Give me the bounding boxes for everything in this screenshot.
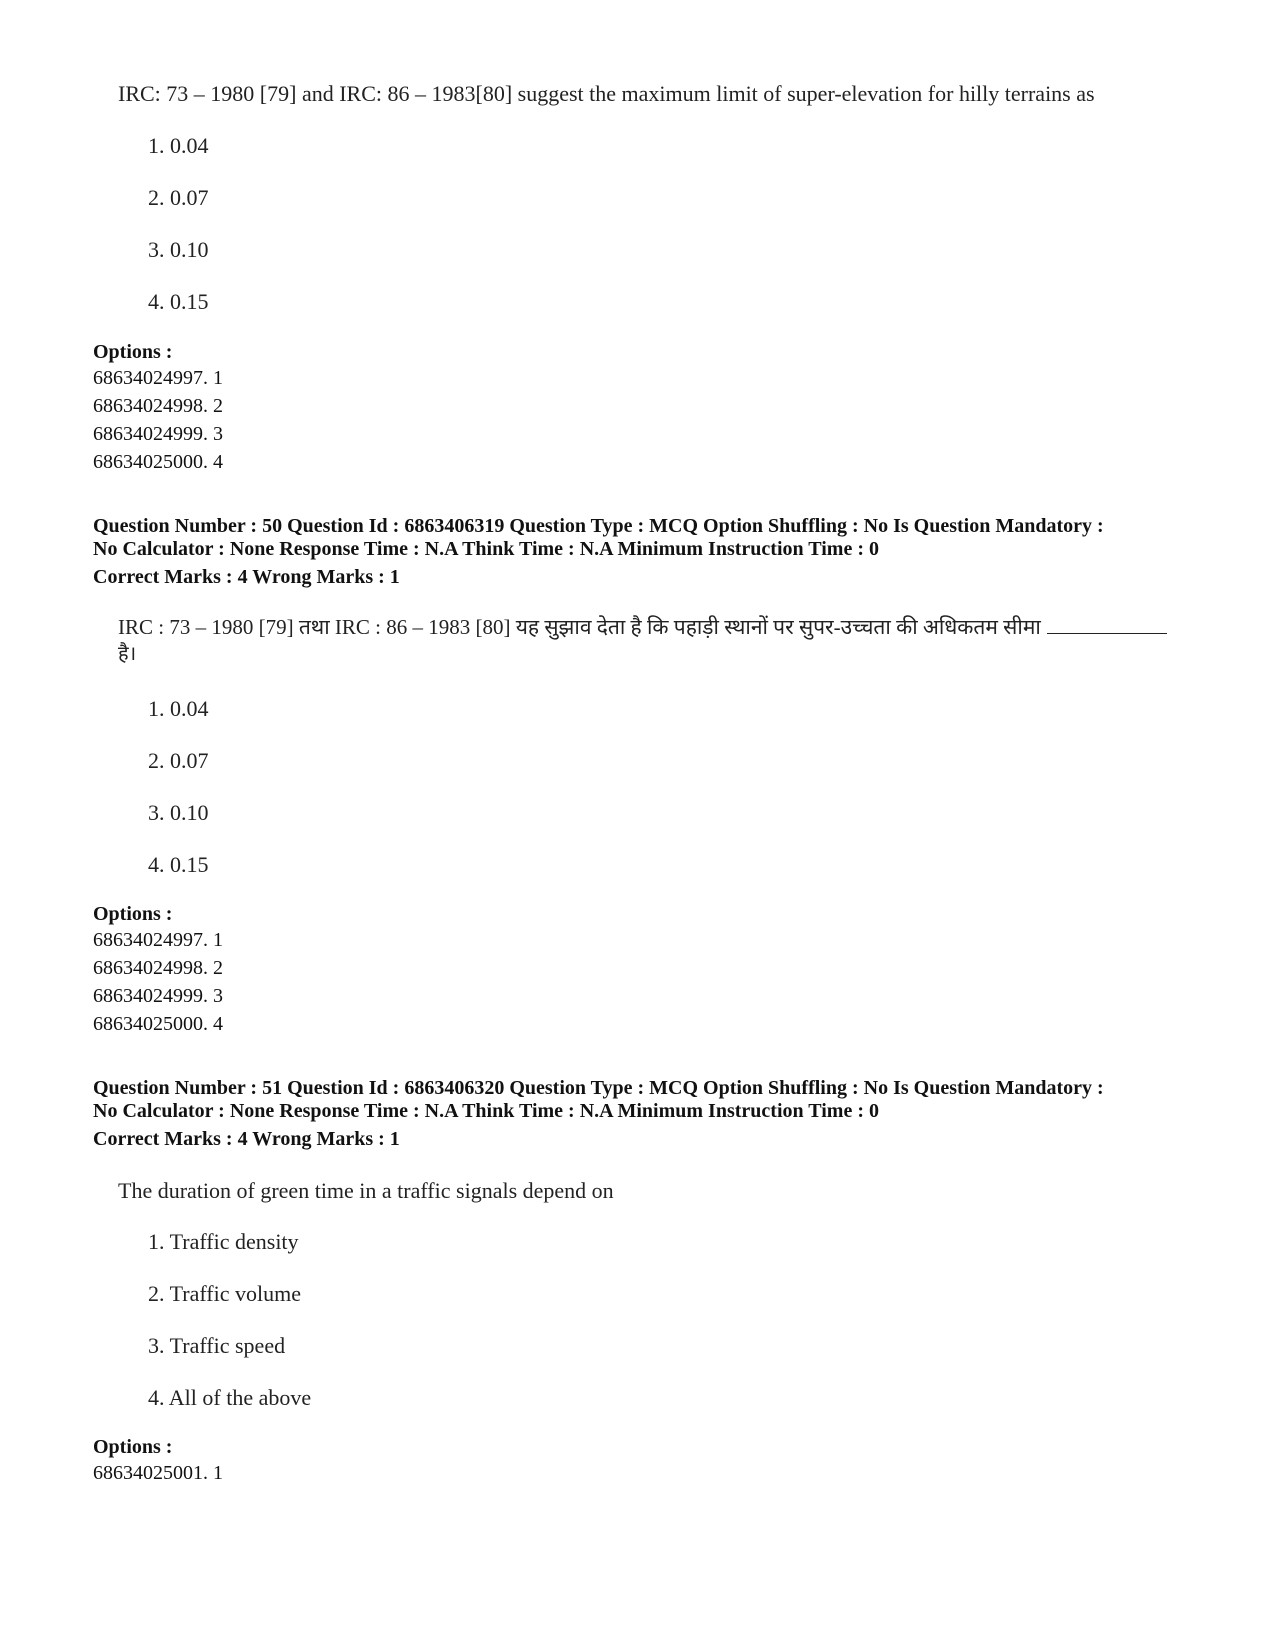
choice-item: 1. 0.04 (148, 133, 209, 158)
question-meta-line: No Calculator : None Response Time : N.A Think Time : N.A Minimum Instruction Time : 0 (93, 538, 879, 560)
question-text-continuation: है। (118, 643, 137, 665)
options-label: Options : (93, 341, 173, 363)
choice-item: 3. Traffic speed (148, 1333, 286, 1358)
option-id: 68634024997. 1 (93, 929, 223, 951)
choice-item: 1. Traffic density (148, 1229, 299, 1254)
choice-item: 3. 0.10 (148, 800, 209, 825)
question-meta-line: No Calculator : None Response Time : N.A Think Time : N.A Minimum Instruction Time : 0 (93, 1100, 879, 1122)
choice-item: 2. 0.07 (148, 185, 209, 210)
option-id: 68634024999. 3 (93, 985, 223, 1007)
option-id: 68634025000. 4 (93, 451, 223, 473)
option-id: 68634024997. 1 (93, 367, 223, 389)
option-id: 68634025000. 4 (93, 1013, 223, 1035)
choice-item: 2. 0.07 (148, 748, 209, 773)
choice-item: 4. All of the above (148, 1385, 312, 1410)
answer-blank (1047, 615, 1167, 634)
choice-item: 2. Traffic volume (148, 1281, 301, 1306)
options-label: Options : (93, 1436, 173, 1458)
question-text: IRC: 73 – 1980 [79] and IRC: 86 – 1983[80] suggest the maximum limit of super-elevation for hilly terrains as (118, 81, 1095, 106)
question-text: The duration of green time in a traffic signals depend on (118, 1178, 614, 1203)
choice-item: 4. 0.15 (148, 852, 209, 877)
marks-line: Correct Marks : 4 Wrong Marks : 1 (93, 1128, 400, 1150)
options-label: Options : (93, 903, 173, 925)
option-id: 68634025001. 1 (93, 1462, 223, 1484)
choice-item: 3. 0.10 (148, 237, 209, 262)
marks-line: Correct Marks : 4 Wrong Marks : 1 (93, 566, 400, 588)
question-text-part: IRC : 73 – 1980 [79] तथा IRC : 86 – 1983 [80] यह सुझाव देता है कि पहाड़ी स्थानों पर सुपर-उच्चता की अधिकतम सीमा (118, 615, 1041, 639)
option-id: 68634024998. 2 (93, 395, 223, 417)
question-meta-line: Question Number : 50 Question Id : 6863406319 Question Type : MCQ Option Shuffling : No Is Question Mandatory : (93, 515, 1104, 537)
option-id: 68634024999. 3 (93, 423, 223, 445)
option-id: 68634024998. 2 (93, 957, 223, 979)
question-meta-line: Question Number : 51 Question Id : 6863406320 Question Type : MCQ Option Shuffling : No Is Question Mandatory : (93, 1077, 1104, 1099)
choice-item: 1. 0.04 (148, 696, 209, 721)
question-text (118, 614, 1167, 640)
choice-item: 4. 0.15 (148, 289, 209, 314)
